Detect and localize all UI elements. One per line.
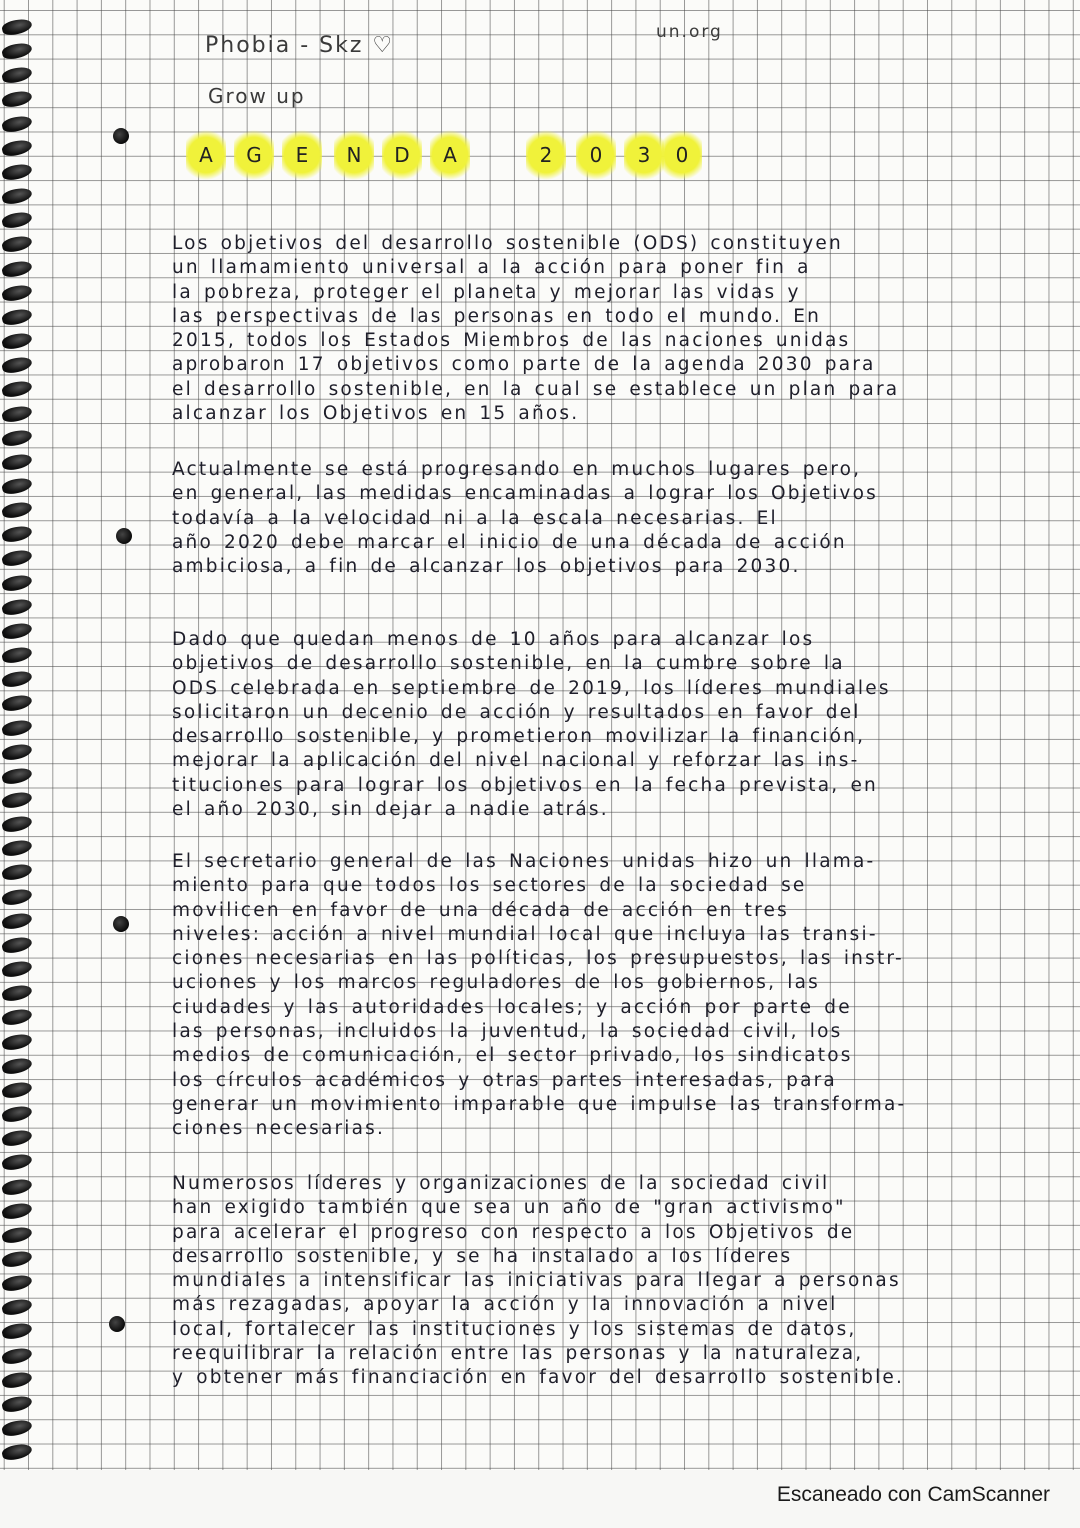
- paragraph-civil-society: Numerosos líderes y organizaciones de la sociedad civil han exigido también que sea un año de "gran activismo" para acelerar el progreso con respecto a los Objetivos de desarrollo sostenible, y se ha instalado a los líderes mundiales a intensificar las iniciativas para llegar a personas más rezagadas, apoyar la acción y la innovación a nivel local, fortalecer las instituciones y los sistemas de datos, reequilibrar la relación entre las personas y la naturaleza, y obtener más financiación en favor del desarrollo sostenible.: [172, 1173, 905, 1389]
- spiral-ring: [1, 1007, 33, 1027]
- title-year-digit: 0: [662, 130, 702, 180]
- spiral-ring: [1, 428, 33, 448]
- spiral-ring: [1, 742, 33, 762]
- spiral-ring: [1, 1152, 33, 1172]
- title-year-digit: 0: [576, 130, 616, 180]
- title-year-digit: 2: [526, 130, 566, 180]
- spiral-ring: [1, 597, 33, 617]
- spiral-ring: [1, 935, 33, 955]
- spiral-ring: [1, 283, 33, 303]
- agenda-title: [186, 130, 706, 182]
- scanner-watermark: Escaneado con CamScanner: [776, 1483, 1050, 1506]
- punch-hole: [116, 528, 132, 544]
- title-year-digit: 3: [624, 130, 664, 180]
- spiral-binding: [0, 20, 36, 1460]
- paragraph-secretary-general: El secretario general de las Naciones unidas hizo un llama- miento para que todos los sectores de la sociedad se movilicen en favor de una década de acción en tres niveles: acción a nivel mundial local que incluya las transi- ciones necesarias en las políticas, los presupuestos, las instr- uciones y los marcos reguladores de los gobiernos, las ciudades y las autoridades locales; y acción por parte de las personas, incluidos la juventud, la sociedad civil, los medios de comunicación, el sector privado, los sindicatos los círculos académicos y otras partes interesadas, para generar un movimiento imparable que impulse las transforma- ciones necesarias.: [172, 851, 907, 1140]
- spiral-ring: [1, 766, 33, 786]
- punch-hole: [113, 128, 129, 144]
- spiral-ring: [1, 1104, 33, 1124]
- spiral-ring: [1, 138, 33, 158]
- spiral-ring: [1, 1225, 33, 1245]
- spiral-ring: [1, 1056, 33, 1076]
- title-letter: E: [282, 130, 322, 180]
- spiral-ring: [1, 500, 33, 520]
- spiral-ring: [1, 959, 33, 979]
- spiral-ring: [1, 114, 33, 134]
- spiral-ring: [1, 186, 33, 206]
- spiral-ring: [1, 234, 33, 254]
- title-letter: A: [430, 130, 470, 180]
- spiral-ring: [1, 1370, 33, 1390]
- spiral-ring: [1, 1249, 33, 1269]
- spiral-ring: [1, 404, 33, 424]
- spiral-ring: [1, 718, 33, 738]
- spiral-ring: [1, 1201, 33, 1221]
- spiral-ring: [1, 814, 33, 834]
- spiral-ring: [1, 1346, 33, 1366]
- spiral-ring: [1, 1321, 33, 1341]
- spiral-ring: [1, 476, 33, 496]
- spiral-ring: [1, 524, 33, 544]
- spiral-ring: [1, 259, 33, 279]
- punch-hole: [109, 1316, 125, 1332]
- title-letter: G: [234, 130, 274, 180]
- spiral-ring: [1, 1442, 33, 1462]
- spiral-ring: [1, 645, 33, 665]
- spiral-ring: [1, 838, 33, 858]
- spiral-ring: [1, 1177, 33, 1197]
- title-letter: A: [186, 130, 226, 180]
- source-note: un.org: [656, 22, 723, 42]
- spiral-ring: [1, 693, 33, 713]
- top-left-note: Phobia - Skz ♡: [205, 33, 395, 58]
- spiral-ring: [1, 573, 33, 593]
- spiral-ring: [1, 17, 33, 37]
- spiral-ring: [1, 1080, 33, 1100]
- spiral-ring: [1, 1418, 33, 1438]
- spiral-ring: [1, 887, 33, 907]
- spiral-ring: [1, 1032, 33, 1052]
- punch-hole: [113, 916, 129, 932]
- title-letter: N: [334, 130, 374, 180]
- spiral-ring: [1, 90, 33, 110]
- spiral-ring: [1, 669, 33, 689]
- spiral-ring: [1, 331, 33, 351]
- spiral-ring: [1, 863, 33, 883]
- spiral-ring: [1, 790, 33, 810]
- spiral-ring: [1, 621, 33, 641]
- spiral-ring: [1, 307, 33, 327]
- spiral-ring: [1, 355, 33, 375]
- title-letter: D: [382, 130, 422, 180]
- spiral-ring: [1, 65, 33, 85]
- spiral-ring: [1, 379, 33, 399]
- spiral-ring: [1, 162, 33, 182]
- spiral-ring: [1, 983, 33, 1003]
- subtitle-note: Grow up: [208, 84, 306, 108]
- spiral-ring: [1, 911, 33, 931]
- spiral-ring: [1, 1394, 33, 1414]
- spiral-ring: [1, 548, 33, 568]
- paragraph-ods-intro: Los objetivos del desarrollo sostenible (ODS) constituyen un llamamiento universal a la acción para poner fin a la pobreza, proteger el planeta y mejorar las vidas y las perspectivas de las personas en todo el mundo. En 2015, todos los Estados Miembros de las naciones unidas aprobaron 17 objetivos como parte de la agenda 2030 para el desarrollo sostenible, en la cual se establece un plan para alcanzar los Objetivos en 15 años.: [172, 233, 900, 425]
- spiral-ring: [1, 452, 33, 472]
- spiral-ring: [1, 41, 33, 61]
- spiral-ring: [1, 210, 33, 230]
- spiral-ring: [1, 1128, 33, 1148]
- paragraph-decade-action: Dado que quedan menos de 10 años para alcanzar los objetivos de desarrollo sostenible, en la cumbre sobre la ODS celebrada en septiembre de 2019, los líderes mundiales solicitaron un decenio de acción y resultados en favor del desarrollo sostenible, y prometieron movilizar la financión, mejorar la aplicación del nivel nacional y reforzar las ins- tituciones para lograr los objetivos en la fecha prevista, en el año 2030, sin dejar a nadie atrás.: [172, 629, 891, 821]
- paragraph-progress: Actualmente se está progresando en muchos lugares pero, en general, las medidas encaminadas a lograr los Objetivos todavía a la velocidad ni a la escala necesarias. El año 2020 debe marcar el inicio de una década de acción ambiciosa, a fin de alcanzar los objetivos para 2030.: [172, 459, 878, 578]
- spiral-ring: [1, 1273, 33, 1293]
- spiral-ring: [1, 1297, 33, 1317]
